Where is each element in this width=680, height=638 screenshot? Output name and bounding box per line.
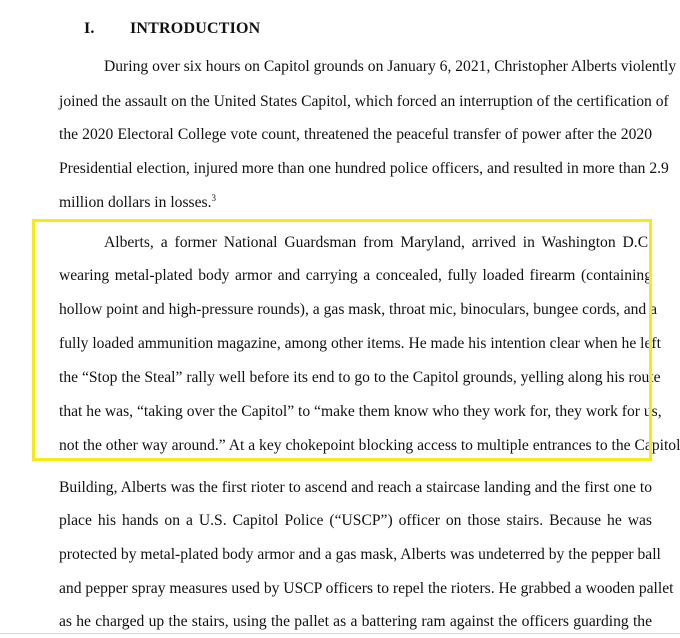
page-bottom-rule xyxy=(0,633,680,634)
paragraph-1-line-1: During over six hours on Capitol grounds on January 6, 2021, Christopher Alberts violently xyxy=(104,58,677,75)
section-number: I. xyxy=(84,20,95,37)
paragraph-2-line-2: wearing metal-plated body armor and carrying a concealed, fully loaded firearm (containing xyxy=(59,267,652,284)
paragraph-2-line-1: Alberts, a former National Guardsman from Maryland, arrived in Washington D.C. xyxy=(104,234,652,251)
paragraph-2-line-12: as he charged up the stairs, using the pallet as a battering ram against the officers guarding the xyxy=(59,613,652,630)
paragraph-1-line-4: Presidential election, injured more than one hundred police officers, and resulted in more than 2.9 xyxy=(59,160,669,177)
paragraph-2-line-3: hollow point and high-pressure rounds), a gas mask, throat mic, binoculars, bungee cords, and a xyxy=(59,301,658,318)
paragraph-1-line-5-text: million dollars in losses. xyxy=(59,194,212,211)
paragraph-2-line-7: not the other way around.” At a key chokepoint blocking access to multiple entrances to the Capitol xyxy=(59,437,680,454)
paragraph-2-line-11: and pepper spray measures used by USCP officers to repel the rioters. He grabbed a wooden pallet xyxy=(59,580,674,597)
paragraph-1-line-5 xyxy=(59,193,652,213)
paragraph-2-line-5: the “Stop the Steal” rally well before its end to go to the Capitol grounds, yelling along his route xyxy=(59,369,661,386)
paragraph-2-line-8: Building, Alberts was the first rioter to ascend and reach a staircase landing and the first one to xyxy=(59,479,652,496)
paragraph-1-line-2: joined the assault on the United States Capitol, which forced an interruption of the certification of xyxy=(59,93,669,110)
section-heading xyxy=(84,20,260,38)
footnote-reference: 3 xyxy=(211,192,216,203)
paragraph-2-line-6: that he was, “taking over the Capitol” to “make them know who they work for, they work for us, xyxy=(59,403,662,420)
paragraph-2-line-4: fully loaded ammunition magazine, among other items. He made his intention clear when he left xyxy=(59,335,661,352)
paragraph-2-line-9: place his hands on a U.S. Capitol Police (“USCP”) officer on those stairs. Because he was xyxy=(59,512,652,529)
paragraph-1-line-3: the 2020 Electoral College vote count, threatened the peaceful transfer of power after the 2020 xyxy=(59,126,652,143)
highlight-box xyxy=(32,219,680,461)
paragraph-2-line-10: protected by metal-plated body armor and a gas mask, Alberts was undeterred by the pepper ball xyxy=(59,546,661,563)
section-title: INTRODUCTION xyxy=(130,20,261,37)
